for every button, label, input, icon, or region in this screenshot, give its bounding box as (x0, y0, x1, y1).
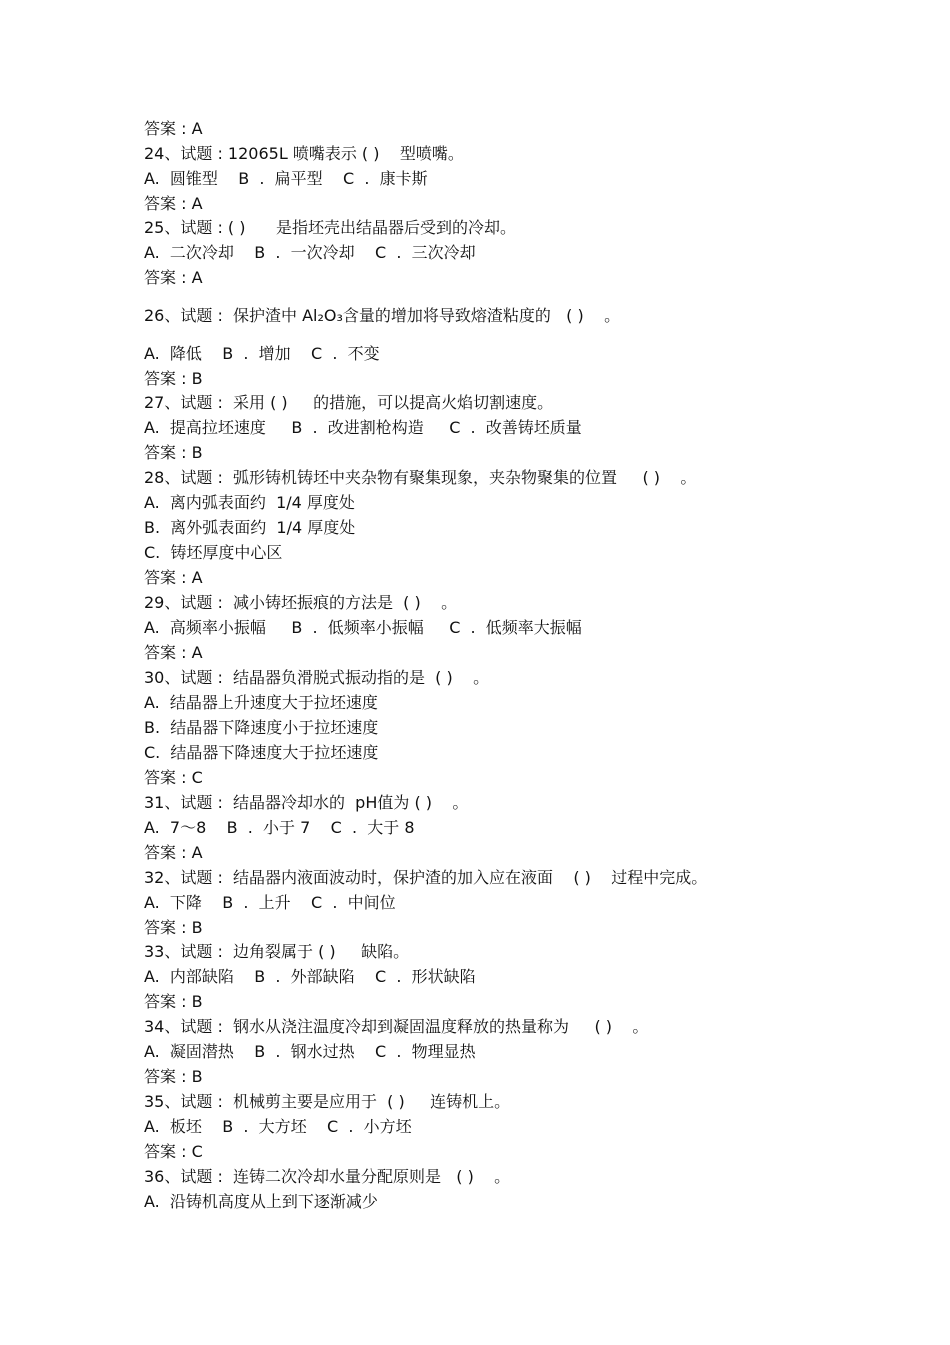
text-line: 29、试题 : 减小铸坯振痕的方法是 ( ) 。 (144, 593, 458, 612)
text-line: 答案 : A (144, 643, 203, 662)
text-line: A. 凝固潜热 B . 钢水过热 C . 物理显热 (144, 1042, 476, 1061)
text-line: 答案 : A (144, 843, 203, 862)
text-line: 答案 : B (144, 1067, 203, 1086)
text-line: A. 降低 B . 增加 C . 不变 (144, 344, 380, 363)
text-line: 36、试题 : 连铸二次冷却水量分配原则是 ( ) 。 (144, 1167, 511, 1186)
text-line: 答案 : A (144, 568, 203, 587)
text-line: C. 结晶器下降速度大于拉坯速度 (144, 743, 379, 762)
text-line: 30、试题 : 结晶器负滑脱式振动指的是 ( ) 。 (144, 668, 490, 687)
text-line: 答案 : C (144, 1142, 203, 1161)
text-line: 答案 : A (144, 268, 203, 287)
text-line: C. 铸坯厚度中心区 (144, 543, 283, 562)
text-line: 25、试题 : ( ) 是指坯壳出结晶器后受到的冷却。 (144, 218, 517, 237)
text-line: A. 高频率小振幅 B . 低频率小振幅 C . 低频率大振幅 (144, 618, 582, 637)
text-line: 答案 : A (144, 194, 203, 213)
text-line: 26、试题 : 保护渣中 Al₂O₃含量的增加将导致熔渣粘度的 ( ) 。 (144, 306, 621, 325)
text-line: A. 提高拉坯速度 B . 改进割枪构造 C . 改善铸坯质量 (144, 418, 582, 437)
text-line: B. 离外弧表面约 1/4 厚度处 (144, 518, 356, 537)
text-line: A. 板坯 B . 大方坯 C . 小方坯 (144, 1117, 412, 1136)
text-line: A. 二次冷却 B . 一次冷却 C . 三次冷却 (144, 243, 476, 262)
text-line: A. 结晶器上升速度大于拉坯速度 (144, 693, 378, 712)
text-line: 答案 : A (144, 119, 203, 138)
text-line: A. 下降 B . 上升 C . 中间位 (144, 893, 396, 912)
text-line: 27、试题 : 采用 ( ) 的措施，可以提高火焰切割速度。 (144, 393, 554, 412)
text-line: 答案 : C (144, 768, 203, 787)
text-line: 31、试题 : 结晶器冷却水的 pH值为 ( ) 。 (144, 793, 469, 812)
text-line: A. 内部缺陷 B . 外部缺陷 C . 形状缺陷 (144, 967, 476, 986)
text-line: 32、试题 : 结晶器内液面波动时，保护渣的加入应在液面 ( ) 过程中完成。 (144, 868, 708, 887)
text-line: 28、试题 : 弧形铸机铸坯中夹杂物有聚集现象，夹杂物聚集的位置 ( ) 。 (144, 468, 697, 487)
text-line: A. 圆锥型 B . 扁平型 C . 康卡斯 (144, 169, 428, 188)
text-line: A. 离内弧表面约 1/4 厚度处 (144, 493, 355, 512)
text-line: B. 结晶器下降速度小于拉坯速度 (144, 718, 379, 737)
text-line: A. 沿铸机高度从上到下逐渐减少 (144, 1192, 378, 1211)
text-line: 33、试题 : 边角裂属于 ( ) 缺陷。 (144, 942, 410, 961)
text-line: 答案 : B (144, 992, 203, 1011)
text-line: A. 7～8 B . 小于 7 C . 大于 8 (144, 818, 415, 837)
text-line: 答案 : B (144, 918, 203, 937)
text-line: 24、试题 : 12065L 喷嘴表示 ( ) 型喷嘴。 (144, 144, 464, 163)
text-line: 35、试题 : 机械剪主要是应用于 ( ) 连铸机上。 (144, 1092, 511, 1111)
text-line: 答案 : B (144, 369, 203, 388)
text-line: 答案 : B (144, 443, 203, 462)
text-line: 34、试题 : 钢水从浇注温度冷却到凝固温度释放的热量称为 ( ) 。 (144, 1017, 649, 1036)
